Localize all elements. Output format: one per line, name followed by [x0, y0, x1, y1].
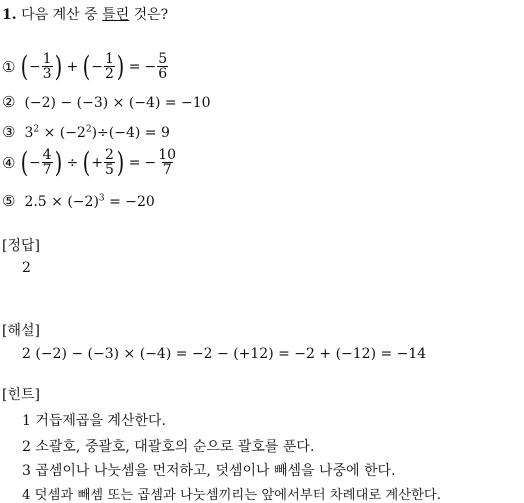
fraction-numerator: 2	[104, 147, 114, 163]
hint-item-4: 4 덧셈과 빼셈 또는 곱셈과 나눗셈끼리는 앞에서부터 차례대로 계산한다.	[22, 488, 441, 503]
option-3-exponent-1: 2	[33, 124, 40, 135]
option-3-middle: × (−2	[43, 125, 86, 141]
option-5	[2, 192, 155, 210]
equals-sign: =	[128, 58, 141, 75]
option-4-fraction-1	[42, 148, 53, 177]
option-1-fraction-1	[42, 52, 53, 81]
paren-open: (	[20, 145, 29, 179]
fraction-denominator: 3	[42, 66, 52, 82]
explanation-label: [해설]	[2, 323, 40, 339]
option-2	[2, 93, 211, 111]
paren-open: (	[20, 49, 29, 83]
question	[2, 4, 168, 24]
question-number: 1.	[2, 7, 17, 23]
option-3-tail: )÷(−4) = 9	[91, 125, 170, 141]
fraction-denominator: 5	[104, 162, 114, 178]
fraction-numerator: 4	[42, 147, 52, 163]
answer-label: [정답]	[2, 238, 40, 254]
fraction-numerator: 10	[158, 147, 177, 163]
fraction-denominator: 6	[158, 66, 168, 82]
explanation-text: 2 (−2) − (−3) × (−4) = −2 − (+12) = −2 + (−12) = −14	[22, 346, 427, 362]
hint-item-2: 2 소괄호, 중괄호, 대괄호의 순으로 괄호를 푼다.	[22, 439, 315, 455]
hint-item-1: 1 거듭제곱을 계산한다.	[22, 413, 166, 429]
option-3-exponent-2: 2	[85, 124, 92, 135]
option-4-fraction-2	[104, 148, 115, 177]
paren-close: )	[116, 145, 125, 179]
fraction-denominator: 7	[162, 162, 172, 178]
answer-value: 2	[22, 260, 31, 276]
paren-close: )	[54, 49, 62, 83]
question-text-after: 것은?	[133, 7, 169, 23]
option-2-marker: ②	[2, 93, 16, 111]
option-4-result	[157, 148, 177, 177]
option-4: ④ ( − $\frac{4}{7}$ ) ÷ ( + $\frac{2}{5}$ ) = − $\frac{10}{7}$	[2, 145, 177, 179]
paren-open: (	[82, 49, 91, 83]
option-1-result	[157, 52, 168, 81]
option-5-marker: ⑤	[2, 192, 16, 210]
divide-sign: ÷	[66, 154, 79, 171]
option-1: ① ( − $\frac{1}{3}$ ) + ( − $\frac{1}{2}$ ) = − $\frac{5}{6}$	[2, 49, 168, 83]
plus-sign: +	[66, 58, 79, 75]
option-5-exponent: 3	[98, 193, 105, 204]
option-5-tail: = −20	[104, 194, 155, 210]
option-3-marker: ③	[2, 123, 16, 141]
option-1-marker: ①	[2, 57, 16, 76]
option-4-marker: ④	[2, 153, 16, 172]
paren-close: )	[54, 145, 62, 179]
equals-sign: =	[128, 154, 141, 171]
paren-close: )	[116, 49, 125, 83]
fraction-numerator: 1	[104, 51, 114, 67]
option-1-fraction-2	[104, 52, 115, 81]
option-3-base: 3	[24, 125, 34, 141]
hints-label: [힌트]	[2, 387, 40, 403]
option-2-expression: (−2) − (−3) × (−4) = −10	[24, 95, 211, 111]
paren-open: (	[82, 145, 91, 179]
fraction-denominator: 7	[42, 162, 52, 178]
option-3	[2, 123, 170, 141]
fraction-numerator: 1	[42, 51, 52, 67]
hint-item-3: 3 곱셈이나 나눗셈을 먼저하고, 덧셈이나 빼셈을 나중에 한다.	[22, 463, 396, 479]
question-text-before: 다음 계산 중	[21, 7, 98, 23]
fraction-denominator: 2	[104, 66, 114, 82]
question-text-underlined: 틀린	[102, 7, 130, 23]
fraction-numerator: 5	[158, 51, 168, 67]
option-5-head: 2.5 × (−2)	[24, 194, 99, 210]
